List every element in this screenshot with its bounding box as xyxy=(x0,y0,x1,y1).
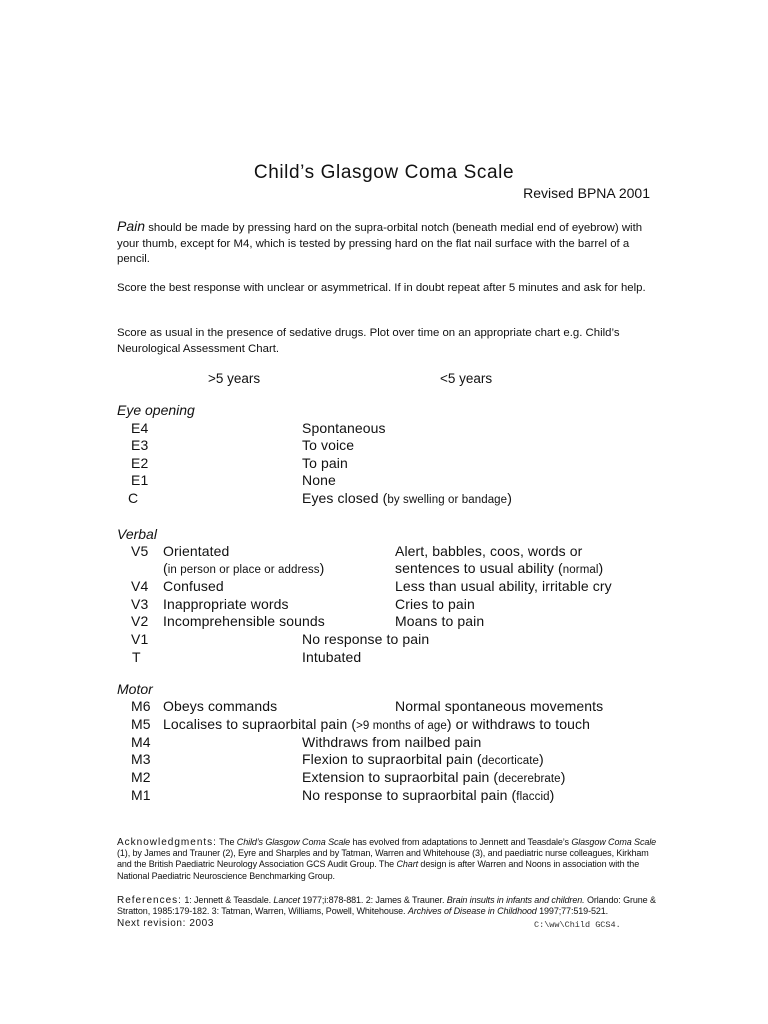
response-under-5: Normal spontaneous movements xyxy=(395,698,604,714)
motor-heading: Motor xyxy=(117,681,153,697)
eye-opening-heading: Eye opening xyxy=(117,402,195,418)
ref-italic: Archives of Disease in Childhood xyxy=(407,906,537,917)
response-main: Eyes closed ( xyxy=(302,490,388,506)
motor-row-m2 xyxy=(0,769,768,787)
pain-keyword: Pain xyxy=(117,218,146,234)
references-label: References: xyxy=(117,895,182,906)
score-code: E2 xyxy=(131,455,149,471)
ack-italic: Glasgow Coma Scale xyxy=(571,837,657,847)
response-text: To voice xyxy=(302,437,355,453)
response-text: To pain xyxy=(302,455,348,471)
age-header-under-5: <5 years xyxy=(440,371,493,386)
response-close: ) xyxy=(539,751,544,767)
response-under-5: Moans to pain xyxy=(395,613,485,629)
motor-row-m4 xyxy=(0,734,768,752)
response-under-5: Cries to pain xyxy=(395,596,475,612)
score-code: V3 xyxy=(131,596,149,612)
motor-row-m6 xyxy=(0,698,768,716)
score-code: T xyxy=(132,649,141,665)
ref-text: 1977;i:878-881. 2: James & Trauner. xyxy=(299,895,447,905)
response-text: Intubated xyxy=(302,649,362,665)
pain-instruction xyxy=(117,219,657,268)
eye-row-e4 xyxy=(0,420,768,438)
response-note: decorticate xyxy=(481,755,540,767)
age-header-over-5: >5 years xyxy=(208,371,261,386)
score-code: V4 xyxy=(131,578,149,594)
score-code: M3 xyxy=(131,751,151,767)
response-text xyxy=(163,716,590,732)
references xyxy=(117,895,657,917)
response-over-5-note xyxy=(163,560,324,576)
response-close: ) xyxy=(560,769,566,785)
verbal-row-v5 xyxy=(0,543,768,561)
ref-text: 1: Jennett & Teasdale. xyxy=(181,895,274,905)
response-text: Spontaneous xyxy=(302,420,386,436)
score-code: C xyxy=(128,490,139,506)
note-open: ( xyxy=(163,560,168,576)
ref-italic: Lancet xyxy=(273,895,300,905)
eye-row-e2 xyxy=(0,455,768,473)
file-path: C:\ww\Child GCS4. xyxy=(534,920,621,930)
ref-italic: Brain insults in infants and children. xyxy=(446,895,585,905)
response-close: ) xyxy=(549,787,555,803)
response-under-5: Alert, babbles, coos, words or xyxy=(395,543,583,559)
response-under-5: Less than usual ability, irritable cry xyxy=(395,578,612,594)
page-title: Child’s Glasgow Coma Scale xyxy=(253,162,515,183)
score-code: M4 xyxy=(131,734,151,750)
response-main: Extension to supraorbital pain ( xyxy=(302,769,499,785)
response-main: Flexion to supraorbital pain ( xyxy=(302,751,482,767)
acknowledgments-label: Acknowledgments: xyxy=(117,837,217,848)
acknowledgments xyxy=(117,837,657,882)
response-note: decerebrate xyxy=(498,773,561,785)
verbal-row-v4 xyxy=(0,578,768,596)
ack-text: The xyxy=(216,837,237,847)
verbal-row-v2 xyxy=(0,613,768,631)
response-over-5: Inappropriate words xyxy=(163,596,289,612)
revision-label: Revised BPNA 2001 xyxy=(523,185,650,201)
note-close: ) xyxy=(319,560,325,576)
ack-text: design is after Warren and Noons in association with the National Paediatric Neuroscience Benchmarking Group. xyxy=(117,859,640,881)
score-usual-instruction: Score as usual in the presence of sedative drugs. Plot over time on an appropriate chart e.g. Child’s Neurological Assessment Chart. xyxy=(117,327,620,355)
response-text xyxy=(302,751,544,767)
response-text: Withdraws from nailbed pain xyxy=(302,734,482,750)
motor-row-m5 xyxy=(0,716,768,734)
score-code: M1 xyxy=(131,787,151,803)
score-code: V5 xyxy=(131,543,149,559)
response-close: ) xyxy=(507,490,512,506)
note-text: in person or place or address xyxy=(167,564,320,576)
score-code: E4 xyxy=(131,420,149,436)
score-code: M2 xyxy=(131,769,151,785)
score-code: V1 xyxy=(131,631,149,647)
ack-italic: Chart xyxy=(396,859,419,870)
response-text: None xyxy=(302,472,336,488)
eye-row-c xyxy=(0,490,768,508)
ack-italic: Child’s Glasgow Coma Scale xyxy=(236,837,351,847)
verbal-row-t xyxy=(0,649,768,667)
score-code: E3 xyxy=(131,437,149,453)
response-tail: ) or withdraws to touch xyxy=(446,716,591,732)
motor-row-m1 xyxy=(0,787,768,805)
pain-instruction-text: should be made by pressing hard on the supra-orbital notch (beneath medial end of eyebrow) with your thumb, except for M4, which is tested by pressing hard on the flat nail surface with the barrel of a pencil. xyxy=(117,222,643,265)
response-text xyxy=(302,490,512,506)
score-code: E1 xyxy=(131,472,149,488)
response-main: Localises to supraorbital pain ( xyxy=(163,716,357,732)
eye-row-e1 xyxy=(0,472,768,490)
verbal-row-v1 xyxy=(0,631,768,649)
response-note: by swelling or bandage xyxy=(387,494,508,506)
response-text xyxy=(302,769,565,785)
score-code: M6 xyxy=(131,698,151,714)
cont-note: normal xyxy=(562,564,599,576)
response-over-5: Obeys commands xyxy=(163,698,278,714)
ref-text: Orlando: Grune & Stratton, 1985:179-182. 3: Tatman, Warren, Williams, Powell, Whitehouse. xyxy=(117,895,656,917)
ref-text: 1997;77:519-521. xyxy=(536,906,609,917)
response-main: No response to supraorbital pain ( xyxy=(302,787,517,803)
score-code: V2 xyxy=(131,613,149,629)
response-note: flaccid xyxy=(516,791,550,803)
verbal-heading: Verbal xyxy=(117,526,157,542)
ack-text: has evolved from adaptations to Jennett and Teasdale’s xyxy=(350,837,572,847)
ack-text: (1), by James and Trauner (2), Eyre and Sharples and by Tatman, Warren and Whitehouse (3), and paediatric nurse colleagues, Kirkham and the British Paediatric Neurology Association GCS Audit Group. The xyxy=(117,848,649,870)
eye-row-e3 xyxy=(0,437,768,455)
verbal-row-v5-cont xyxy=(0,560,768,578)
response-over-5: Incomprehensible sounds xyxy=(163,613,325,629)
motor-row-m3 xyxy=(0,751,768,769)
response-text: No response to pain xyxy=(302,631,430,647)
cont-close: ) xyxy=(598,560,604,576)
response-over-5: Confused xyxy=(163,578,224,594)
next-revision: Next revision: 2003 xyxy=(117,918,215,929)
response-over-5: Orientated xyxy=(163,543,230,559)
verbal-row-v3 xyxy=(0,596,768,614)
response-text xyxy=(302,787,554,803)
score-best-instruction: Score the best response with unclear or asymmetrical. If in doubt repeat after 5 minutes and ask for help. xyxy=(117,282,646,294)
response-note: >9 months of age xyxy=(356,720,447,732)
score-code: M5 xyxy=(131,716,151,732)
cont-text: sentences to usual ability ( xyxy=(395,560,563,576)
response-under-5-cont xyxy=(395,560,603,576)
